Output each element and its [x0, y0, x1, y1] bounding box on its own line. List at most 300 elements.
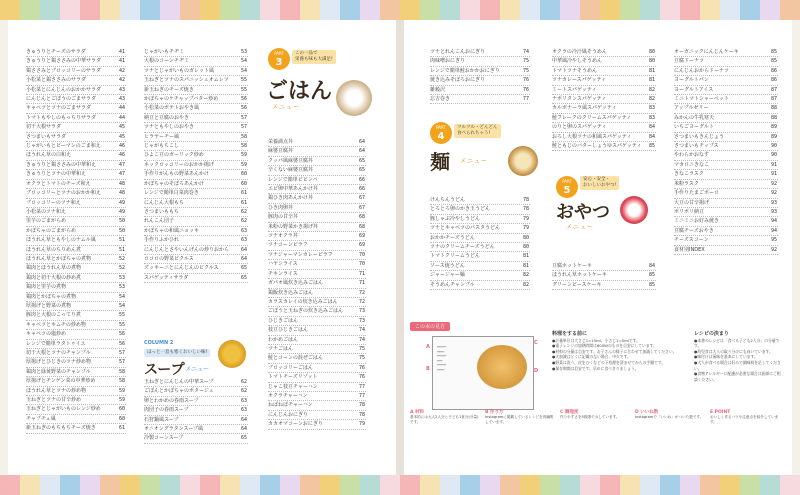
- toc-entry-title: 手作りがんもの野菜あんかけ: [144, 171, 210, 178]
- toc-entry[interactable]: [552, 57, 656, 66]
- toc-entry[interactable]: [268, 138, 366, 147]
- toc-column-2: [144, 48, 248, 283]
- toc-entry[interactable]: [144, 86, 248, 95]
- toc-entry-page: 59: [118, 387, 125, 394]
- toc-entry-title: じゃがいもとピーマンのごま和え: [26, 143, 101, 150]
- dessert-photo: [620, 196, 648, 224]
- toc-entry[interactable]: [430, 281, 530, 290]
- toc-entry[interactable]: [144, 57, 248, 66]
- toc-entry-page: 49: [118, 208, 125, 215]
- toc-entry-page: 65: [240, 435, 247, 442]
- toc-entry[interactable]: [268, 354, 366, 363]
- toc-entry[interactable]: [552, 271, 656, 280]
- toc-entry[interactable]: [430, 234, 530, 243]
- toc-entry-title: ツナコーンピラフ: [268, 242, 308, 249]
- band-stripe: [60, 475, 80, 495]
- toc-entry[interactable]: [674, 104, 778, 113]
- part5-subtitle: メニュー: [566, 224, 595, 231]
- band-stripe: [220, 475, 240, 495]
- toc-entry[interactable]: [674, 114, 778, 123]
- toc-entry[interactable]: [268, 373, 366, 382]
- toc-entry[interactable]: [674, 217, 778, 226]
- sample-page-mock: [432, 336, 534, 410]
- toc-entry-page: 90: [770, 143, 777, 150]
- toc-entry[interactable]: [144, 425, 248, 434]
- legend-item: [410, 410, 480, 425]
- band-stripe: [260, 0, 280, 20]
- toc-entry-page: 73: [358, 308, 365, 315]
- toc-entry[interactable]: [268, 336, 366, 345]
- toc-entry-title: レンジで簡単白菜肉巻き: [144, 190, 199, 197]
- dessert-list: [552, 262, 656, 290]
- toc-entry[interactable]: [268, 147, 366, 156]
- toc-entry-page: 88: [770, 114, 777, 121]
- toc-entry[interactable]: [26, 264, 126, 273]
- toc-entry[interactable]: [552, 281, 656, 290]
- toc-entry[interactable]: [26, 142, 126, 151]
- toc-entry-page: 72: [358, 289, 365, 296]
- toc-entry[interactable]: [674, 76, 778, 85]
- band-stripe: [440, 0, 460, 20]
- toc-entry[interactable]: [26, 311, 126, 320]
- toc-entry-title: カラスカレイの炊き込みごはん: [268, 298, 338, 305]
- toc-entry[interactable]: [268, 185, 366, 194]
- toc-entry-page: 67: [358, 204, 365, 211]
- toc-entry[interactable]: [674, 142, 778, 151]
- toc-entry-page: 92: [770, 190, 777, 197]
- legend-text: おいしく作るコツや注意点を紹介しています。: [710, 415, 779, 424]
- toc-entry-page: 93: [770, 199, 777, 206]
- toc-entry[interactable]: [144, 151, 248, 160]
- toc-entry-title: 豆腐チーズおやき: [674, 227, 714, 234]
- band-stripe: [680, 475, 700, 495]
- band-stripe: [780, 0, 800, 20]
- toc-entry[interactable]: [552, 123, 656, 132]
- toc-entry-page: 61: [240, 199, 247, 206]
- toc-entry-page: 64: [240, 246, 247, 253]
- toc-entry-page: 57: [240, 124, 247, 131]
- toc-entry-page: 64: [240, 426, 247, 433]
- toc-entry[interactable]: [268, 270, 366, 279]
- toc-entry[interactable]: [674, 95, 778, 104]
- band-stripe: [660, 0, 680, 20]
- toc-entry[interactable]: [26, 236, 126, 245]
- toc-entry[interactable]: [674, 48, 778, 57]
- toc-entry-page: 82: [522, 272, 529, 279]
- toc-entry-title: 米粉の野菜かき揚げ丼: [268, 223, 319, 230]
- toc-entry-page: 74: [358, 327, 365, 334]
- toc-entry-page: 91: [770, 161, 777, 168]
- toc-entry[interactable]: [144, 48, 248, 57]
- toc-entry-title: ツナカレースパゲッティ: [552, 77, 607, 84]
- toc-entry-page: 80: [648, 49, 655, 55]
- band-stripe: [460, 475, 480, 495]
- toc-entry-page: 57: [118, 359, 125, 366]
- toc-entry[interactable]: [268, 176, 366, 185]
- toc-entry[interactable]: [26, 95, 126, 104]
- toc-entry[interactable]: [430, 271, 530, 280]
- toc-entry[interactable]: [552, 95, 656, 104]
- toc-entry-title: 小松菜のツナ和え: [26, 208, 66, 215]
- toc-entry[interactable]: [268, 232, 366, 241]
- toc-entry[interactable]: [430, 48, 530, 57]
- toc-entry-title: ジャージャー麺: [430, 272, 465, 279]
- toc-entry[interactable]: [144, 434, 248, 443]
- toc-entry-title: 忘吉巻き: [430, 96, 451, 103]
- toc-entry[interactable]: [430, 215, 530, 224]
- legend-title: A 材料: [410, 410, 425, 415]
- toc-entry[interactable]: [144, 199, 248, 208]
- toc-entry-title: 小松菜のポテトおやき風: [144, 105, 200, 112]
- toc-entry[interactable]: [674, 208, 778, 217]
- toc-entry-title: マカロニきなこ: [674, 161, 710, 168]
- toc-entry[interactable]: [144, 189, 248, 198]
- toc-column-4: [430, 48, 530, 104]
- toc-entry[interactable]: [430, 95, 530, 104]
- toc-entry-title: 小松菜と鶏ささみのサラダ: [26, 77, 86, 84]
- toc-entry-title: さつまいもサラダ: [26, 133, 66, 140]
- toc-entry[interactable]: [674, 236, 778, 245]
- toc-entry[interactable]: [144, 123, 248, 132]
- toc-entry[interactable]: [144, 274, 248, 283]
- toc-column-6: [674, 48, 778, 255]
- toc-entry-page: 91: [770, 171, 777, 178]
- toc-entry[interactable]: [268, 298, 366, 307]
- toc-entry[interactable]: [430, 196, 530, 205]
- toc-entry-page: 66: [358, 186, 365, 193]
- toc-entry-title: ツナごはん: [268, 345, 294, 352]
- toc-entry-page: 80: [648, 58, 655, 65]
- toc-entry-page: 84: [648, 263, 655, 269]
- toc-entry[interactable]: [144, 378, 248, 387]
- toc-entry[interactable]: [144, 180, 248, 189]
- toc-entry[interactable]: [552, 114, 656, 123]
- toc-entry[interactable]: [674, 199, 778, 208]
- toc-entry[interactable]: [26, 48, 126, 57]
- toc-entry[interactable]: [430, 205, 530, 214]
- toc-entry[interactable]: [268, 213, 366, 222]
- toc-entry[interactable]: [430, 262, 530, 271]
- toc-entry-page: 62: [240, 218, 247, 225]
- toc-entry[interactable]: [144, 133, 248, 142]
- toc-entry-title: きゅうりとチーズのサラダ: [26, 49, 86, 55]
- toc-entry[interactable]: [268, 251, 366, 260]
- toc-entry-title: ツナとれんこんおにぎり: [430, 49, 486, 55]
- toc-entry[interactable]: [674, 123, 778, 132]
- toc-entry[interactable]: [674, 246, 778, 255]
- toc-entry[interactable]: [26, 246, 126, 255]
- toc-entry[interactable]: [268, 326, 366, 335]
- toc-entry[interactable]: [430, 76, 530, 85]
- toc-entry-page: 80: [522, 244, 529, 251]
- toc-entry[interactable]: [26, 104, 126, 113]
- noodle-photo: [508, 146, 538, 176]
- toc-entry[interactable]: [552, 133, 656, 142]
- toc-entry-title: 新玉ねぎのチーズ焼き: [144, 86, 194, 93]
- toc-entry[interactable]: [430, 67, 530, 76]
- toc-entry-page: 62: [240, 379, 247, 385]
- toc-entry[interactable]: [26, 76, 126, 85]
- toc-entry[interactable]: [26, 377, 126, 386]
- toc-entry-title: ほうれん草のちりめん煮: [26, 246, 82, 253]
- toc-entry-page: 84: [648, 124, 655, 131]
- toc-entry[interactable]: [674, 86, 778, 95]
- toc-entry-page: 64: [240, 255, 247, 262]
- toc-entry[interactable]: [26, 151, 126, 160]
- band-stripe: [520, 0, 540, 20]
- toc-entry[interactable]: [26, 180, 126, 189]
- band-stripe: [660, 475, 680, 495]
- toc-entry[interactable]: [552, 104, 656, 113]
- toc-entry-page: 62: [240, 208, 247, 215]
- toc-entry[interactable]: [268, 307, 366, 316]
- toc-entry[interactable]: [144, 264, 248, 273]
- toc-entry-page: 63: [240, 237, 247, 244]
- toc-entry[interactable]: [552, 48, 656, 57]
- toc-entry-page: 77: [358, 392, 365, 399]
- toc-entry-title: きゅうりと鶏ささみの中華和え: [26, 161, 97, 168]
- toc-entry[interactable]: [268, 392, 366, 401]
- toc-entry-page: 88: [770, 105, 777, 112]
- toc-entry[interactable]: [674, 133, 778, 142]
- toc-entry-page: 69: [358, 242, 365, 249]
- part3-title: ごはん: [266, 79, 333, 104]
- toc-entry[interactable]: [144, 236, 248, 245]
- toc-entry[interactable]: [144, 114, 248, 123]
- toc-entry[interactable]: [268, 194, 366, 203]
- band-stripe: [360, 475, 380, 495]
- toc-entry[interactable]: [144, 208, 248, 217]
- toc-entry-title: のりと卵のスパゲッティ: [552, 124, 607, 131]
- toc-entry-title: かぼちゃの和風ニョッキ: [144, 227, 200, 234]
- toc-entry[interactable]: [26, 387, 126, 396]
- toc-entry[interactable]: [26, 349, 126, 358]
- toc-entry-title: クッパ風麻婆豆腐丼: [268, 157, 314, 164]
- toc-entry[interactable]: [430, 224, 530, 233]
- toc-entry[interactable]: [144, 406, 248, 415]
- toc-entry[interactable]: [552, 262, 656, 271]
- toc-entry[interactable]: [26, 255, 126, 264]
- toc-entry-page: 54: [118, 293, 125, 300]
- toc-entry[interactable]: [552, 76, 656, 85]
- toc-entry-title: ほうれん草ともやしのナムル風: [26, 237, 96, 244]
- toc-entry-page: 75: [522, 58, 529, 65]
- band-stripe: [200, 475, 220, 495]
- toc-entry[interactable]: [26, 415, 126, 424]
- toc-entry[interactable]: [26, 340, 126, 349]
- toc-entry[interactable]: [268, 364, 366, 373]
- toc-entry[interactable]: [26, 368, 126, 377]
- band-stripe: [320, 475, 340, 495]
- toc-entry[interactable]: [268, 411, 366, 420]
- toc-entry[interactable]: [144, 142, 248, 151]
- toc-entry[interactable]: [268, 401, 366, 410]
- toc-entry[interactable]: [26, 57, 126, 66]
- tips-title: 料理をする前に: [552, 331, 588, 337]
- toc-entry[interactable]: [26, 114, 126, 123]
- toc-entry[interactable]: [144, 67, 248, 76]
- toc-entry-page: 54: [118, 302, 125, 309]
- toc-entry-page: 89: [770, 124, 777, 131]
- toc-entry[interactable]: [552, 142, 656, 151]
- soup-list: [144, 378, 248, 444]
- toc-entry[interactable]: [144, 217, 248, 226]
- toc-entry-page: 75: [358, 355, 365, 362]
- toc-entry[interactable]: [268, 204, 366, 213]
- toc-entry[interactable]: [430, 243, 530, 252]
- toc-entry[interactable]: [26, 302, 126, 311]
- toc-entry[interactable]: [674, 161, 778, 170]
- toc-entry-title: 手作りふかひれ: [144, 237, 180, 244]
- toc-entry[interactable]: [552, 67, 656, 76]
- toc-entry-title: 鮭フレークのクリームスパゲッティ: [552, 114, 632, 121]
- toc-entry-title: ヒラヤーチー風: [144, 133, 180, 140]
- toc-entry-page: 58: [118, 378, 125, 385]
- toc-entry-title: さつまいもきんじょう: [674, 133, 725, 140]
- toc-entry[interactable]: [26, 86, 126, 95]
- soup-photo: [218, 340, 246, 368]
- toc-entry[interactable]: [26, 227, 126, 236]
- toc-entry-title: 切干大根サラダ: [26, 124, 61, 131]
- toc-entry-page: 49: [118, 199, 125, 206]
- toc-entry[interactable]: [26, 405, 126, 414]
- toc-entry[interactable]: [674, 189, 778, 198]
- toc-entry-page: 64: [358, 139, 365, 145]
- toc-entry-title: そうめんチャンプル: [430, 281, 475, 288]
- toc-entry-title: キャベツとキムチの炒め物: [26, 321, 86, 328]
- toc-entry[interactable]: [144, 76, 248, 85]
- toc-entry-page: 83: [648, 114, 655, 121]
- part3-subtitle: メニュー: [272, 104, 301, 111]
- toc-entry[interactable]: [26, 133, 126, 142]
- cooking-tips: [552, 332, 682, 371]
- toc-entry[interactable]: [26, 358, 126, 367]
- toc-entry-page: 70: [358, 251, 365, 258]
- toc-entry[interactable]: [268, 317, 366, 326]
- toc-entry[interactable]: [674, 170, 778, 179]
- legend-text: 基本的には大人2人分と子ども1食分(分量)です。: [410, 415, 479, 424]
- toc-entry[interactable]: [552, 86, 656, 95]
- toc-entry-page: 90: [770, 152, 777, 159]
- toc-entry[interactable]: [268, 223, 366, 232]
- toc-entry[interactable]: [674, 227, 778, 236]
- toc-entry[interactable]: [144, 95, 248, 104]
- toc-entry[interactable]: [26, 293, 126, 302]
- toc-entry[interactable]: [26, 67, 126, 76]
- toc-entry-title: ほうれん草とかぼちゃの煮物: [26, 255, 92, 262]
- toc-entry-page: 68: [358, 223, 365, 230]
- toc-entry-title: オクラとトマトのチーズ和え: [26, 180, 91, 187]
- toc-entry[interactable]: [144, 161, 248, 170]
- toc-entry[interactable]: [26, 208, 126, 217]
- toc-entry[interactable]: [26, 330, 126, 339]
- toc-entry[interactable]: [268, 345, 366, 354]
- toc-entry-page: 55: [240, 86, 247, 93]
- toc-entry[interactable]: [26, 274, 126, 283]
- toc-entry-page: 64: [240, 416, 247, 423]
- part-label: PART: [562, 179, 572, 184]
- toc-entry-title: 食材別INDEX: [674, 246, 705, 253]
- toc-entry[interactable]: [144, 387, 248, 396]
- toc-entry[interactable]: [144, 104, 248, 113]
- toc-entry-page: 54: [240, 67, 247, 74]
- toc-entry[interactable]: [144, 416, 248, 425]
- toc-entry-page: 56: [118, 340, 125, 347]
- toc-entry[interactable]: [674, 67, 778, 76]
- toc-entry[interactable]: [674, 151, 778, 160]
- toc-entry-title: 辛くない麻婆豆腐丼: [268, 167, 314, 174]
- toc-entry-page: 42: [118, 77, 125, 84]
- toc-entry-page: 71: [358, 280, 365, 287]
- legend-item: [710, 410, 780, 425]
- toc-entry[interactable]: [26, 217, 126, 226]
- toc-entry[interactable]: [26, 189, 126, 198]
- toc-entry-title: カカオマコーンおにぎり: [268, 421, 323, 428]
- toc-entry[interactable]: [26, 283, 126, 292]
- toc-entry[interactable]: [26, 424, 126, 433]
- toc-entry-page: 52: [118, 255, 125, 262]
- toc-entry[interactable]: [268, 383, 366, 392]
- toc-entry[interactable]: [144, 246, 248, 255]
- toc-entry[interactable]: [268, 241, 366, 250]
- band-stripe: [580, 475, 600, 495]
- toc-entry-page: 92: [770, 246, 777, 253]
- band-stripe: [340, 475, 360, 495]
- toc-entry-page: 60: [118, 406, 125, 413]
- toc-entry[interactable]: [144, 227, 248, 236]
- toc-entry[interactable]: [268, 420, 366, 429]
- toc-entry-page: 94: [770, 227, 777, 234]
- toc-entry[interactable]: [430, 252, 530, 261]
- toc-entry[interactable]: [26, 199, 126, 208]
- toc-entry[interactable]: [144, 397, 248, 406]
- band-stripe: [540, 0, 560, 20]
- part3-badge: [268, 48, 290, 70]
- toc-entry[interactable]: [430, 57, 530, 66]
- toc-entry[interactable]: [268, 260, 366, 269]
- toc-entry-title: にんじん大根もち: [144, 199, 185, 206]
- toc-entry[interactable]: [26, 396, 126, 405]
- toc-entry[interactable]: [26, 170, 126, 179]
- toc-entry[interactable]: [674, 180, 778, 189]
- toc-entry[interactable]: [268, 289, 366, 298]
- toc-entry-title: きゅうりとツナの中華和え: [26, 171, 87, 178]
- toc-entry[interactable]: [144, 170, 248, 179]
- toc-entry-page: 55: [118, 312, 125, 319]
- toc-entry-title: レンジで簡単ビビンバ: [268, 176, 318, 183]
- toc-entry-title: ブロッコリーごはん: [268, 364, 313, 371]
- toc-entry[interactable]: [26, 123, 126, 132]
- toc-entry[interactable]: [268, 279, 366, 288]
- toc-entry[interactable]: [674, 57, 778, 66]
- toc-entry-page: 65: [240, 265, 247, 272]
- band-stripe: [280, 475, 300, 495]
- toc-entry[interactable]: [268, 157, 366, 166]
- toc-entry[interactable]: [144, 255, 248, 264]
- toc-entry[interactable]: [26, 161, 126, 170]
- tips-title: レシピの決まり: [694, 331, 729, 337]
- toc-entry[interactable]: [430, 86, 530, 95]
- band-stripe: [700, 0, 720, 20]
- toc-entry[interactable]: [26, 321, 126, 330]
- toc-entry-page: 47: [118, 171, 125, 178]
- toc-entry-title: 切干大根とツナのチャンプル: [26, 350, 91, 356]
- noodle-list: [430, 196, 530, 290]
- toc-entry-title: ガパオ風炊き込みごはん: [268, 280, 324, 287]
- toc-entry-title: ツナとキャベツのパスタうどん: [430, 225, 501, 232]
- toc-entry[interactable]: [268, 166, 366, 175]
- toc-entry-title: エビ卵中華あんかけ丼: [268, 186, 319, 193]
